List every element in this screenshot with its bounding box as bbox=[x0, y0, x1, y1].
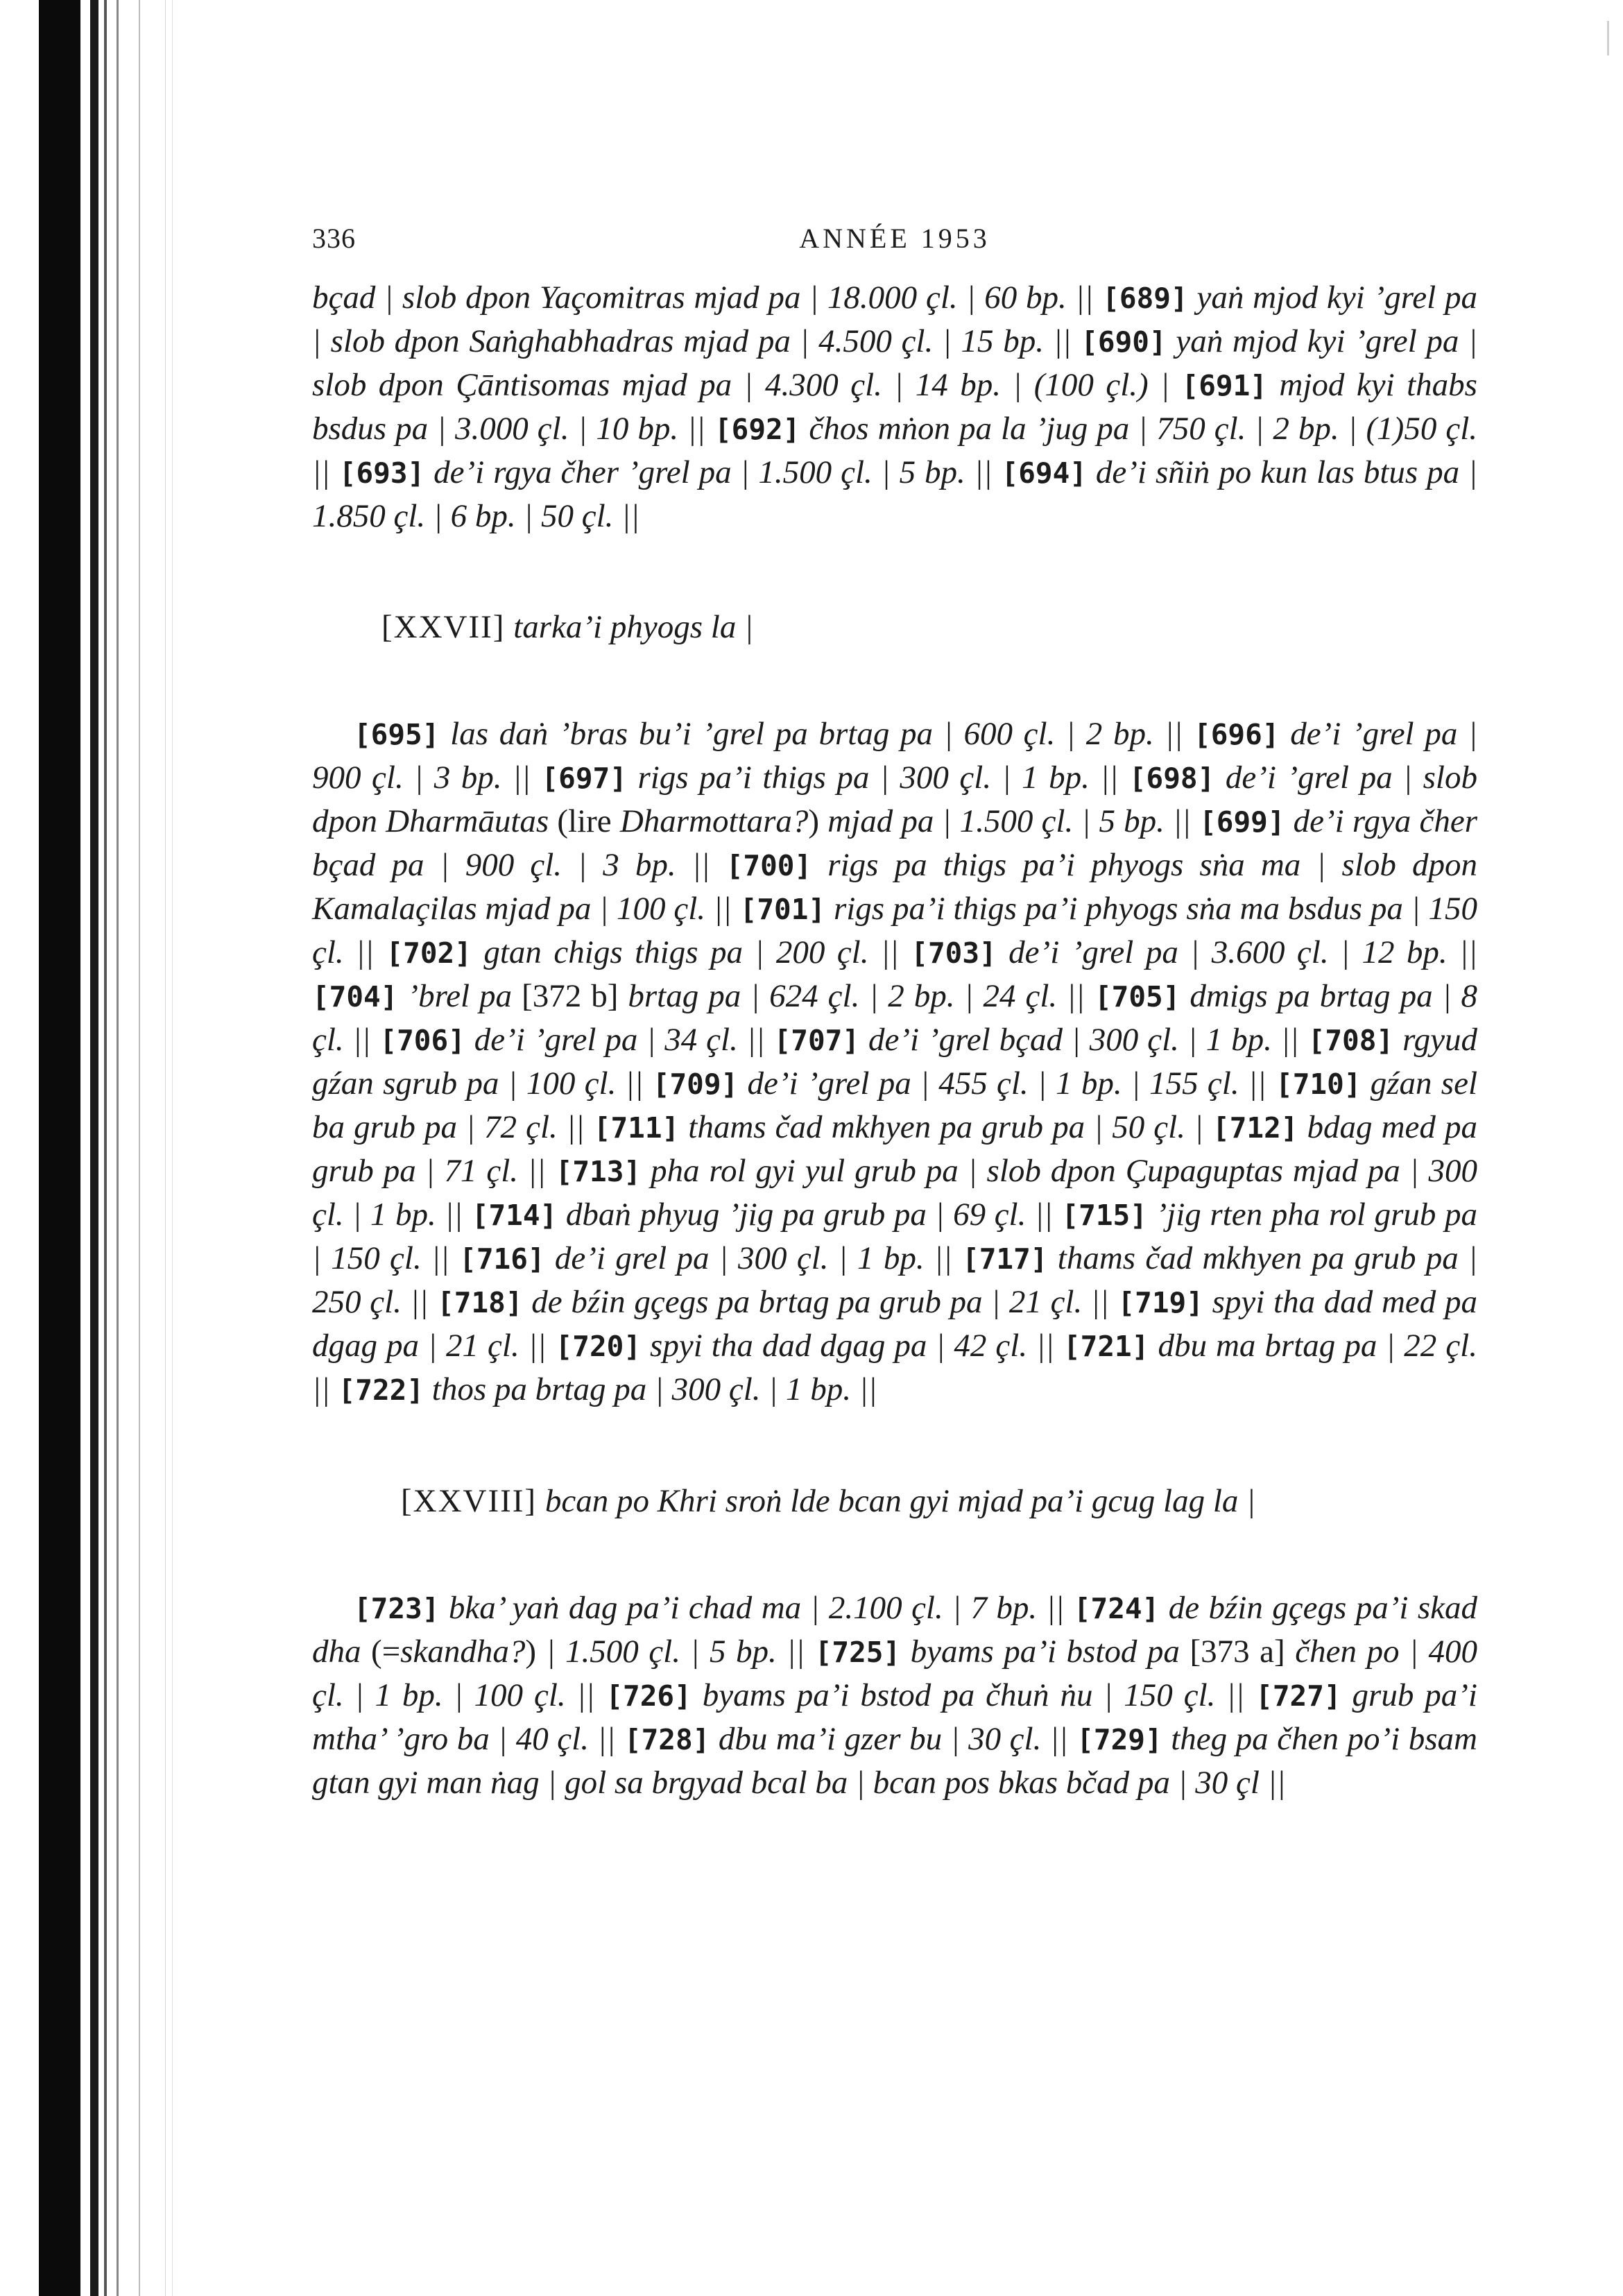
entry-number: [714] bbox=[471, 1199, 558, 1232]
entry-number: [709] bbox=[652, 1068, 739, 1101]
entry-number: [698] bbox=[1128, 762, 1215, 795]
entry-text: bçad | slob dpon Yaçomitras mjad pa | 18.000 çl. | 60 bp. || bbox=[312, 280, 1103, 316]
catalog-paragraph-1 bbox=[312, 276, 1477, 538]
entry-text: de’i ’grel pa | 3.600 çl. | 12 bp. || bbox=[996, 934, 1477, 970]
editorial-note: (= bbox=[371, 1634, 401, 1670]
section-heading-xxvii bbox=[381, 606, 1477, 649]
entry-text: čhen po | 400 çl. | 1 bp. | 100 çl. || bbox=[312, 1634, 1477, 1713]
entry-number: [705] bbox=[1094, 980, 1180, 1013]
journal-year: ANNÉE 1953 bbox=[799, 223, 990, 254]
entry-number: [700] bbox=[725, 849, 812, 882]
entry-number: [723] bbox=[354, 1592, 440, 1625]
entry-text: ’jig rten pha rol grub pa | 150 çl. || bbox=[312, 1197, 1477, 1276]
entry-text: gtan chigs thigs pa | 200 çl. || bbox=[471, 934, 911, 970]
entry-text: de’i rgya čher bçad pa | 900 çl. | 3 bp. || bbox=[312, 803, 1477, 883]
entry-text: thams čad mkhyen pa grub pa | 250 çl. || bbox=[312, 1240, 1477, 1320]
entry-number: [718] bbox=[437, 1286, 523, 1319]
entry-text: de’i ’grel pa | 34 çl. || bbox=[465, 1022, 774, 1058]
section-title: bcan po Khri sroṅ lde bcan gyi mjad pa’i gcug lag la | bbox=[537, 1483, 1256, 1519]
entry-text: bdag med pa grub pa | 71 çl. || bbox=[312, 1109, 1477, 1189]
entry-text: de bźin gçegs pa brtag pa grub pa | 21 çl. || bbox=[522, 1284, 1118, 1320]
book-binding-shadow bbox=[0, 0, 180, 2296]
entry-number: [701] bbox=[739, 893, 826, 926]
editorial-note: ) bbox=[525, 1634, 537, 1670]
entry-number: [693] bbox=[338, 456, 425, 490]
entry-text: spyi tha dad dgag pa | 42 çl. || bbox=[641, 1328, 1063, 1364]
entry-text: pha rol gyi yul grub pa | slob dpon Çupaguptas mjad pa | 300 çl. | 1 bp. || bbox=[312, 1153, 1477, 1233]
entry-text: de’i rgya čher ’grel pa | 1.500 çl. | 5 bp. || bbox=[424, 454, 1002, 490]
entry-number: [694] bbox=[1001, 456, 1087, 490]
entry-text: dmigs pa brtag pa | 8 çl. || bbox=[312, 978, 1477, 1058]
entry-number: [724] bbox=[1073, 1592, 1160, 1625]
entry-number: [695] bbox=[354, 718, 440, 751]
entry-number: [720] bbox=[555, 1330, 642, 1363]
entry-text: de bźin gçegs pa’i skad dha bbox=[312, 1590, 1477, 1670]
entry-number: [712] bbox=[1212, 1111, 1298, 1145]
catalog-paragraph-3 bbox=[312, 1586, 1477, 1804]
entry-text: yaṅ mjod kyi ’grel pa | slob dpon Çāntisomas mjad pa | 4.300 çl. | 14 bp. | (100 çl.) | bbox=[312, 323, 1477, 403]
entry-number: [729] bbox=[1076, 1723, 1162, 1756]
entry-number: [711] bbox=[593, 1111, 680, 1145]
entry-number: [719] bbox=[1117, 1286, 1203, 1319]
entry-text: theg pa čhen po’i bsam gtan gyi man ṅag | gol sa brgyad bcal ba | bcan pos bkas bčad pa | 30 çl || bbox=[312, 1721, 1477, 1801]
entry-text: de’i ’grel pa | slob dpon Dharmāutas bbox=[312, 760, 1477, 839]
entry-number: [717] bbox=[962, 1242, 1048, 1276]
editorial-note: (lire bbox=[557, 803, 620, 839]
catalog-paragraph-2 bbox=[312, 712, 1477, 1412]
entry-number: [689] bbox=[1102, 282, 1188, 315]
entry-number: [704] bbox=[312, 980, 398, 1013]
entry-text: Dharmottara? bbox=[619, 803, 809, 839]
entry-number: [690] bbox=[1081, 325, 1167, 359]
entry-number: [722] bbox=[338, 1373, 424, 1407]
entry-text: byams pa’i bstod pa čhuṅ ṅu | 150 çl. || bbox=[691, 1677, 1256, 1713]
entry-text: ’brel pa bbox=[397, 978, 522, 1014]
entry-text: skandha? bbox=[400, 1634, 526, 1670]
entry-text: rigs pa thigs pa’i phyogs sṅa ma | slob dpon Kamalaçilas mjad pa | 100 çl. || bbox=[312, 847, 1477, 927]
entry-number: [708] bbox=[1307, 1024, 1394, 1057]
entry-text: rigs pa’i thigs pa’i phyogs sṅa ma bsdus pa | 150 çl. || bbox=[312, 891, 1478, 970]
entry-number: [702] bbox=[386, 936, 472, 970]
page-number: 336 bbox=[312, 223, 356, 254]
entry-number: [696] bbox=[1194, 718, 1280, 751]
entry-text: de’i grel pa | 300 çl. | 1 bp. || bbox=[544, 1240, 963, 1276]
entry-text: dbu ma brtag pa | 22 çl. || bbox=[312, 1328, 1477, 1407]
folio-reference: [373 a] bbox=[1190, 1634, 1285, 1670]
entry-text: de’i ’grel pa | 900 çl. | 3 bp. || bbox=[312, 716, 1477, 796]
entry-number: [721] bbox=[1063, 1330, 1149, 1363]
entry-text: byams pa’i bstod pa bbox=[900, 1634, 1190, 1670]
entry-number: [691] bbox=[1181, 369, 1267, 402]
entry-text: bka’ yaṅ dag pa’i chad ma | 2.100 çl. | 7 bp. || bbox=[439, 1590, 1074, 1626]
entry-text: | 1.500 çl. | 5 bp. || bbox=[536, 1634, 815, 1670]
section-mark: [XXVII] bbox=[381, 609, 506, 645]
scan-edge-mark bbox=[1607, 21, 1609, 55]
entry-text: mjad pa | 1.500 çl. | 5 bp. || bbox=[819, 803, 1200, 839]
entry-text: spyi tha dad med pa dgag pa | 21 çl. || bbox=[312, 1284, 1477, 1364]
entry-number: [710] bbox=[1276, 1068, 1362, 1101]
entry-text: gźan sel ba grub pa | 72 çl. || bbox=[312, 1065, 1477, 1145]
entry-number: [692] bbox=[714, 413, 800, 446]
entry-text: mjod kyi thabs bsdus pa | 3.000 çl. | 10 bp. || bbox=[312, 367, 1477, 447]
entry-text: las daṅ ’bras bu’i ’grel pa brtag pa | 600 çl. | 2 bp. || bbox=[439, 716, 1194, 752]
entry-number: [703] bbox=[911, 936, 997, 970]
entry-number: [716] bbox=[459, 1242, 545, 1276]
section-title: tarka’i phyogs la | bbox=[505, 609, 753, 645]
book-page bbox=[312, 208, 1477, 1804]
entry-text: de’i sñiṅ po kun las btus pa | 1.850 çl. | 6 bp. | 50 çl. || bbox=[312, 454, 1477, 534]
running-head bbox=[312, 208, 1477, 264]
entry-number: [707] bbox=[773, 1024, 860, 1057]
entry-number: [715] bbox=[1061, 1199, 1147, 1232]
entry-number: [697] bbox=[541, 762, 627, 795]
entry-text: thos pa brtag pa | 300 çl. | 1 bp. || bbox=[424, 1371, 877, 1407]
entry-number: [727] bbox=[1255, 1679, 1341, 1713]
entry-text: brtag pa | 624 çl. | 2 bp. | 24 çl. || bbox=[618, 978, 1094, 1014]
entry-number: [706] bbox=[379, 1024, 465, 1057]
section-mark: [XXVIII] bbox=[401, 1483, 538, 1519]
entry-text: de’i ’grel bçad | 300 çl. | 1 bp. || bbox=[859, 1022, 1308, 1058]
entry-text: rigs pa’i thigs pa | 300 çl. | 1 bp. || bbox=[626, 760, 1129, 796]
entry-number: [726] bbox=[606, 1679, 692, 1713]
entry-number: [728] bbox=[624, 1723, 710, 1756]
entry-text: rgyud gźan sgrub pa | 100 çl. || bbox=[312, 1022, 1477, 1102]
entry-text: grub pa’i mtha’ ’gro ba | 40 çl. || bbox=[312, 1677, 1477, 1757]
entry-text: čhos mṅon pa la ’jug pa | 750 çl. | 2 bp. | (1)50 çl. || bbox=[312, 411, 1477, 490]
entry-text: yaṅ mjod kyi ’grel pa | slob dpon Saṅghabhadras mjad pa | 4.500 çl. | 15 bp. || bbox=[312, 280, 1477, 359]
entry-text: thams čad mkhyen pa grub pa | 50 çl. | bbox=[679, 1109, 1213, 1145]
entry-text: dbu ma’i gzer bu | 30 çl. || bbox=[710, 1721, 1077, 1757]
folio-reference: [372 b] bbox=[522, 978, 619, 1014]
editorial-note: ) bbox=[808, 803, 820, 839]
entry-number: [699] bbox=[1199, 805, 1285, 839]
entry-text: dbaṅ phyug ’jig pa grub pa | 69 çl. || bbox=[557, 1197, 1062, 1233]
entry-text: de’i ’grel pa | 455 çl. | 1 bp. | 155 çl. || bbox=[738, 1065, 1276, 1102]
section-heading-xxviii bbox=[401, 1480, 1477, 1523]
entry-number: [725] bbox=[814, 1636, 901, 1669]
entry-number: [713] bbox=[555, 1155, 642, 1188]
